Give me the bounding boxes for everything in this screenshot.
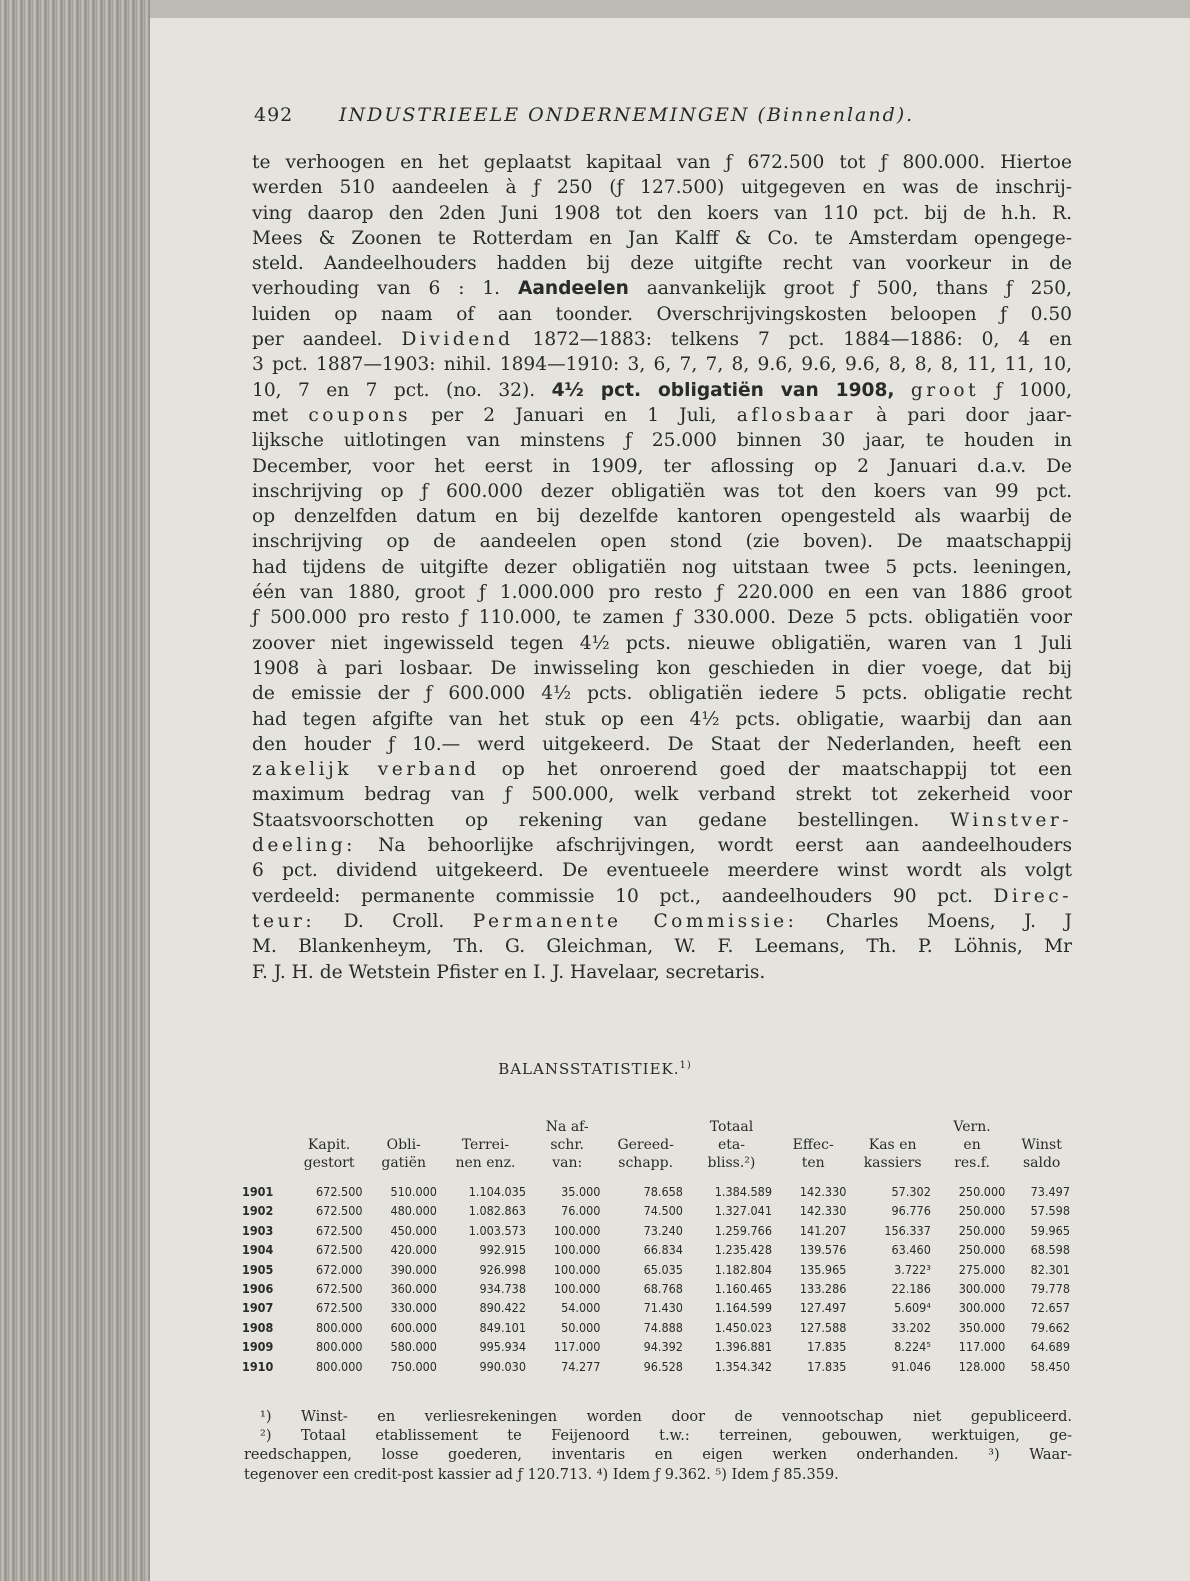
- table-cell: 72.657: [1030, 1300, 1070, 1316]
- page-header: [254, 104, 1014, 134]
- table-year-cell: 1903: [242, 1222, 274, 1238]
- table-cell: 128.000: [958, 1358, 1006, 1374]
- table-cell: 76.000: [561, 1203, 601, 1219]
- table-cell: 100.000: [553, 1281, 601, 1297]
- table-cell: 250.000: [958, 1184, 1006, 1199]
- table-cell: 330.000: [390, 1300, 437, 1316]
- table-cell: 33.202: [891, 1319, 931, 1335]
- table-cell: 672.500: [316, 1281, 363, 1297]
- running-title: INDUSTRIEELE ONDERNEMINGEN (Binnenland).: [339, 104, 915, 126]
- table-cell: 672.500: [316, 1222, 363, 1238]
- table-cell: 22.186: [891, 1281, 931, 1297]
- table-cell: 96.528: [643, 1358, 683, 1374]
- table-column-header: Na af- schr. van:: [545, 1119, 589, 1171]
- table-column-header: Obli- gatiën: [381, 1137, 427, 1171]
- heading-obligatien: 4½ pct. obligatiën van 1908,: [551, 379, 895, 401]
- table-cell: 133.286: [799, 1281, 847, 1297]
- table-cell: 100.000: [553, 1222, 601, 1238]
- table-cell: 750.000: [390, 1358, 437, 1374]
- footnote-line: ²) Totaal etablissement te Feijenoord t.w.: terreinen, gebouwen, werktuigen, ge-: [260, 1428, 1072, 1445]
- body-line: 6 pct. dividend uitgekeerd. De eventueele meerdere winst wordt als volgt: [252, 860, 1072, 882]
- table-year-cell: 1907: [242, 1300, 274, 1316]
- body-text: [252, 150, 1072, 985]
- body-line: ƒ 500.000 pro resto ƒ 110.000, te zamen ƒ 330.000. Deze 5 pcts. obligatiën voor: [252, 607, 1072, 629]
- table-cell: 926.998: [479, 1261, 526, 1277]
- footnote-line: tegenover een credit-post kassier ad ƒ 120.713. ⁴) Idem ƒ 9.362. ⁵) Idem ƒ 85.359.: [244, 1466, 839, 1483]
- body-line: op denzelfden datum en bij dezelfde kantoren opengesteld als waarbij de: [252, 506, 1072, 528]
- table-column-header: Effec- ten: [792, 1137, 834, 1171]
- table-cell: 250.000: [958, 1203, 1006, 1219]
- table-cell: 117.000: [958, 1339, 1006, 1355]
- table-cell: 600.000: [390, 1319, 437, 1335]
- body-line: inschrijving op ƒ 600.000 dezer obligatiën was tot den koers van 99 pct.: [252, 480, 1072, 502]
- body-line: inschrijving op de aandeelen open stond (zie boven). De maatschappij: [252, 531, 1072, 553]
- table-cell: 141.207: [799, 1222, 847, 1238]
- heading-dividend: Dividend: [401, 329, 514, 351]
- table-cell: 934.738: [479, 1281, 526, 1297]
- body-line: 1908 à pari losbaar. De inwisseling kon geschieden in dier voege, dat bij: [252, 657, 1072, 679]
- table-cell: 35.000: [561, 1184, 601, 1199]
- body-line: Staatsvoorschotten op rekening van gedane bestellingen. Winstver-: [252, 809, 1072, 831]
- table-cell: 63.460: [891, 1242, 931, 1258]
- table-cell: 995.934: [479, 1339, 526, 1355]
- body-line: één van 1880, groot ƒ 1.000.000 pro resto ƒ 220.000 en een van 1886 groot: [252, 582, 1072, 604]
- table-year-cell: 1904: [242, 1242, 274, 1258]
- table-cell: 1.182.804: [714, 1261, 772, 1277]
- table-row: [238, 1357, 1074, 1376]
- table-cell: 390.000: [390, 1261, 437, 1277]
- table-cell: 300.000: [958, 1281, 1006, 1297]
- heading-permanente-commissie: Permanente Commissie:: [472, 910, 798, 932]
- body-line: ving daarop den 2den Juni 1908 tot den koers van 110 pct. bij de h.h. R.: [252, 202, 1072, 224]
- table-row: [238, 1180, 1074, 1201]
- table-cell: 54.000: [561, 1300, 601, 1316]
- table-cell: 672.500: [316, 1242, 363, 1258]
- table-column-header: [238, 1118, 292, 1180]
- table-cell: 79.662: [1030, 1319, 1070, 1335]
- body-line: steld. Aandeelhouders hadden bij deze uitgifte recht van voorkeur in de: [252, 253, 1072, 275]
- table-cell: 992.915: [479, 1242, 526, 1258]
- body-line: maximum bedrag van ƒ 500.000, welk verband strekt tot zekerheid voor: [252, 784, 1072, 806]
- table-cell: 1.450.023: [714, 1319, 772, 1335]
- table-column-header: Kapit. gestort: [303, 1137, 355, 1171]
- footnotes: [244, 1408, 1072, 1485]
- table-cell: 450.000: [390, 1222, 437, 1238]
- table-cell: 800.000: [316, 1339, 363, 1355]
- table-cell: 100.000: [553, 1242, 601, 1258]
- body-line: lijksche uitlotingen van minstens ƒ 25.000 binnen 30 jaar, te houden in: [252, 430, 1072, 452]
- table-cell: 78.658: [643, 1184, 683, 1199]
- table-cell: 17.835: [807, 1358, 847, 1374]
- body-line: 10, 7 en 7 pct. (no. 32). 4½ pct. obligatiën van 1908, groot ƒ 1000,: [252, 379, 1073, 401]
- heading-directeur: Direc-: [993, 885, 1072, 907]
- table-cell: 8.224⁵: [894, 1339, 931, 1355]
- table-year-cell: 1908: [242, 1319, 274, 1335]
- table-cell: 94.392: [643, 1339, 683, 1355]
- table-cell: 1.396.881: [714, 1339, 772, 1355]
- heading-zakelijk-verband: zakelijk verband: [252, 759, 480, 781]
- table-column-header: Totaal eta- bliss.²): [707, 1119, 756, 1171]
- table-cell: 1.104.035: [468, 1184, 526, 1199]
- table-cell: 156.337: [884, 1222, 931, 1238]
- table-cell: 64.689: [1030, 1339, 1070, 1355]
- table-cell: 580.000: [390, 1339, 437, 1355]
- balance-statistics-table: [238, 1118, 1074, 1376]
- table-cell: 139.576: [799, 1242, 847, 1258]
- table-cell: 800.000: [316, 1319, 363, 1335]
- body-line: deeling: Na behoorlijke afschrijvingen, wordt eerst aan aandeelhouders: [252, 835, 1072, 857]
- table-cell: 800.000: [316, 1358, 363, 1374]
- table-cell: 74.888: [643, 1319, 683, 1335]
- table-cell: 127.588: [799, 1319, 847, 1335]
- table-row: [238, 1279, 1074, 1298]
- table-cell: 672.000: [316, 1261, 363, 1277]
- table-cell: 1.082.863: [468, 1203, 526, 1219]
- table-cell: 82.301: [1030, 1261, 1070, 1277]
- table-cell: 74.277: [561, 1358, 601, 1374]
- table-cell: 1.235.428: [714, 1242, 772, 1258]
- body-line: zoover niet ingewisseld tegen 4½ pcts. nieuwe obligatiën, waren van 1 Juli: [252, 632, 1072, 654]
- body-line: den houder ƒ 10.— werd uitgekeerd. De Staat der Nederlanden, heeft een: [252, 733, 1072, 755]
- body-line: verdeeld: permanente commissie 10 pct., aandeelhouders 90 pct. Direc-: [252, 885, 1072, 907]
- table-column-header: Vern. en res.f.: [953, 1119, 991, 1171]
- table-column-header: Kas en kassiers: [863, 1137, 922, 1171]
- table-cell: 59.965: [1030, 1222, 1070, 1238]
- body-line: had tegen afgifte van het stuk op een 4½ pcts. obligatie, waarbij dan aan: [252, 708, 1072, 730]
- table-column-header: Gereed- schapp.: [617, 1137, 674, 1171]
- body-line: met coupons per 2 Januari en 1 Juli, aflosbaar à pari door jaar-: [252, 404, 1072, 426]
- body-line: had tijdens de uitgifte dezer obligatiën nog uitstaan twee 5 pcts. leeningen,: [252, 556, 1072, 578]
- table-cell: 510.000: [390, 1184, 437, 1199]
- table-cell: 672.500: [316, 1300, 363, 1316]
- table-year-cell: 1901: [242, 1184, 274, 1199]
- heading-winstverdeeling: Winstver-: [950, 809, 1072, 831]
- table-column-header: Winst saldo: [1021, 1137, 1062, 1171]
- body-line: verhouding van 6 : 1. Aandeelen aanvankelijk groot ƒ 500, thans ƒ 250,: [252, 278, 1073, 300]
- table-cell: 672.500: [316, 1203, 363, 1219]
- body-line: 3 pct. 1887—1903: nihil. 1894—1910: 3, 6, 7, 7, 8, 9.6, 9.6, 9.6, 8, 8, 8, 11, 11, 10,: [252, 354, 1072, 376]
- body-line: te verhoogen en het geplaatst kapitaal van ƒ 672.500 tot ƒ 800.000. Hiertoe: [252, 152, 1072, 173]
- table-cell: 1.384.589: [714, 1184, 772, 1199]
- table-cell: 58.450: [1030, 1358, 1070, 1374]
- body-line: December, voor het eerst in 1909, ter aflossing op 2 Januari d.a.v. De: [252, 455, 1072, 477]
- table-cell: 73.497: [1030, 1184, 1070, 1199]
- table-cell: 71.430: [643, 1300, 683, 1316]
- table-cell: 890.422: [479, 1300, 526, 1316]
- body-line: teur: D. Croll. Permanente Commissie: Charles Moens, J. J: [252, 910, 1072, 932]
- body-line: luiden op naam of aan toonder. Overschrijvingskosten beloopen ƒ 0.50: [252, 303, 1072, 325]
- body-line: F. J. H. de Wetstein Pfister en I. J. Havelaar, secretaris.: [252, 961, 766, 983]
- page-number: 492: [254, 104, 294, 126]
- table-row: [238, 1201, 1074, 1220]
- table-cell: 79.778: [1030, 1281, 1070, 1297]
- table-cell: 672.500: [316, 1184, 363, 1199]
- table-cell: 68.768: [643, 1281, 683, 1297]
- table-cell: 1.354.342: [714, 1358, 772, 1374]
- table-cell: 17.835: [807, 1339, 847, 1355]
- table-cell: 50.000: [561, 1319, 601, 1335]
- table-cell: 65.035: [643, 1261, 683, 1277]
- body-line: per aandeel. Dividend 1872—1883: telkens 7 pct. 1884—1886: 0, 4 en: [252, 329, 1072, 351]
- table-cell: 127.497: [799, 1300, 847, 1316]
- table-cell: 100.000: [553, 1261, 601, 1277]
- body-line: werden 510 aandeelen à ƒ 250 (ƒ 127.500) uitgegeven en was de inschrij-: [252, 177, 1072, 199]
- table-year-cell: 1909: [242, 1339, 274, 1355]
- table-cell: 135.965: [799, 1261, 847, 1277]
- table-cell: 275.000: [958, 1261, 1006, 1277]
- table-year-cell: 1906: [242, 1281, 274, 1297]
- table-cell: 1.259.766: [714, 1222, 772, 1238]
- table-cell: 3.722³: [894, 1261, 931, 1277]
- body-line: de emissie der ƒ 600.000 4½ pcts. obligatiën iedere 5 pcts. obligatie recht: [252, 683, 1072, 705]
- book-page-edges: [0, 0, 150, 1581]
- table-cell: 91.046: [891, 1358, 931, 1374]
- table-title: BALANSSTATISTIEK.$^{1)}$: [498, 1060, 692, 1078]
- table-cell: 480.000: [390, 1203, 437, 1219]
- table-year-cell: 1902: [242, 1203, 274, 1219]
- table-cell: 74.500: [643, 1203, 683, 1219]
- table-cell: 420.000: [390, 1242, 437, 1258]
- table-cell: 849.101: [479, 1319, 526, 1335]
- table-cell: 73.240: [643, 1222, 683, 1238]
- footnote-line: ¹) Winst- en verliesrekeningen worden door de vennootschap niet gepubliceerd.: [260, 1409, 1072, 1425]
- footnote-line: reedschappen, losse goederen, inventaris en eigen werken onderhanden. ³) Waar-: [244, 1447, 1072, 1464]
- table-cell: 250.000: [958, 1242, 1006, 1258]
- table-cell: 68.598: [1030, 1242, 1070, 1258]
- table-year-cell: 1910: [242, 1358, 274, 1374]
- table-cell: 57.302: [891, 1184, 931, 1199]
- table-cell: 1.160.465: [714, 1281, 772, 1297]
- body-line: M. Blankenheym, Th. G. Gleichman, W. F. Leemans, Th. P. Löhnis, Mr: [252, 936, 1072, 958]
- table-cell: 360.000: [390, 1281, 437, 1297]
- table-column-header: Terrei- nen enz.: [455, 1137, 516, 1171]
- table-cell: 96.776: [891, 1203, 931, 1219]
- table-cell: 117.000: [553, 1339, 601, 1355]
- body-line: zakelijk verband op het onroerend goed der maatschappij tot een: [252, 759, 1072, 781]
- table-cell: 1.327.041: [714, 1203, 772, 1219]
- table-cell: 1.003.573: [468, 1222, 526, 1238]
- table-header-row: [238, 1118, 1074, 1180]
- table-cell: 142.330: [799, 1184, 847, 1199]
- table-cell: 300.000: [958, 1300, 1006, 1316]
- table-row: [238, 1240, 1074, 1259]
- table-row: [238, 1221, 1074, 1240]
- table-row: [238, 1337, 1074, 1356]
- table-year-cell: 1905: [242, 1261, 274, 1277]
- table-row: [238, 1260, 1074, 1279]
- table-cell: 142.330: [799, 1203, 847, 1219]
- table-cell: 66.834: [643, 1242, 683, 1258]
- heading-aandeelen: Aandeelen: [517, 278, 629, 300]
- table-cell: 1.164.599: [714, 1300, 772, 1316]
- table-cell: 990.030: [479, 1358, 526, 1374]
- body-line: Mees & Zoonen te Rotterdam en Jan Kalff & Co. te Amsterdam opengege-: [252, 227, 1072, 249]
- table-cell: 57.598: [1030, 1203, 1070, 1219]
- table-title-note: 1): [679, 1060, 692, 1071]
- table-row: [238, 1318, 1074, 1337]
- table-cell: 250.000: [958, 1222, 1006, 1238]
- table-row: [238, 1298, 1074, 1317]
- table-cell: 350.000: [958, 1319, 1006, 1335]
- table-cell: 5.609⁴: [894, 1300, 931, 1316]
